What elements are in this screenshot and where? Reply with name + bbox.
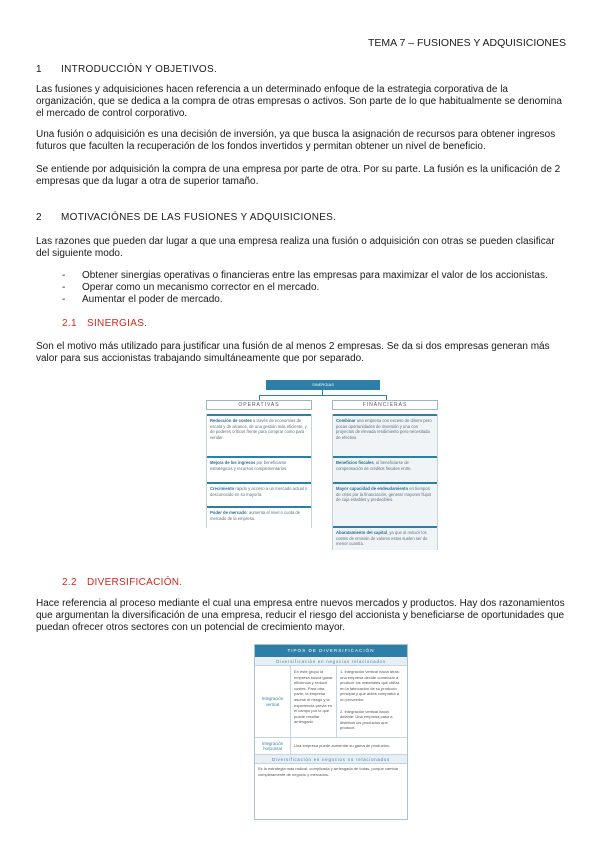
diagram-title: SINERGIAS [266, 380, 380, 390]
table-row [255, 666, 407, 738]
diagram-box: Abaratamiento del capital, ya que al reducir los costes de emisión de valores estos suelen ser de menor cuantía. [333, 526, 437, 550]
diagram-box: Mayor capacidad de endeudamiento en tiempos de crisis por la financiación, generar mayores flujos de caja estables y predecibles. [333, 482, 437, 526]
list-item: - Operar como un mecanismo corrector en el mercado. [62, 282, 548, 294]
bullet-list [62, 270, 548, 307]
diagram-box: Crecimiento rápido y acceso a un mercado actual o desconocido en su mayoría. [207, 482, 311, 506]
paragraph: Una fusión o adquisición es una decisión de inversión, ya que busca la asignación de recursos para obtener ingresos futuros que faculten la recuperación de los fondos invertidos y permitan obtener un nivel de beneficio. [36, 129, 556, 153]
paragraph: Son el motivo más utilizado para justificar una fusión de al menos 2 empresas. Se da si dos empresas generan más valor para sus accionistas trabajando simultáneamente que por separado. [36, 341, 550, 365]
financial-column [332, 414, 438, 550]
section-title: DIVERSIFICACIÓN. [87, 577, 183, 588]
section-heading-1 [36, 64, 217, 76]
table-cell: En este grupo la empresa busca ganar eficiencia y reducir costes. Para otra parte, la empresa asume el riesgo y la experiencia previa en el campo por lo que puede resultar arriesgado. [291, 666, 337, 737]
diversification-table [254, 644, 408, 820]
diagram-box: Combinar una empresa con exceso de dinero pero pocas oportunidades de inversión y una con proyectos de elevada rendimiento pero necesitada de efectivo. [333, 414, 437, 456]
section-number: 1 [36, 64, 42, 75]
diagram-box: Mejora de los ingresos por beneficiarse estratégicas y recursos complementarios. [207, 456, 311, 482]
cell-paragraph: 2. Integración vertical hacia delante: Una empresa pasa a distribuir los productos que produce. [340, 708, 393, 731]
list-item: - Aumentar el poder de mercado. [62, 294, 548, 306]
financial-header: FINANCIERAS [332, 400, 438, 410]
paragraph: Hace referencia al proceso mediante el cual una empresa entre nuevos mercados y productos. Hay dos razonamientos que argumentan la diversificación de una empresa, reducir el riesgo del accionista y beneficiarse de oportunidades que puedan ofrecer otros sectores con un potencial de crecimiento mayor. [36, 598, 565, 634]
table-cell: Es la estrategia más radical, complicada y arriesgada de todas, porque cambia completamente de negocio y mercados. [258, 766, 398, 777]
list-item: - Obtener sinergias operativas o financieras entre las empresas para maximizar el valor de los accionistas. [62, 270, 548, 282]
table-row [255, 738, 407, 755]
operational-column [206, 414, 312, 528]
table-cell [337, 666, 407, 737]
row-label: Integración horizontal [255, 738, 291, 754]
paragraph: Se entiende por adquisición la compra de una empresa por parte de otra. Por su parte. La fusión es la unificación de 2 empresas que da lugar a otra de superior tamaño. [36, 164, 561, 188]
diagram-box: Beneficios fiscales, al beneficiarse de compensación de créditos fiscales entre. [333, 456, 437, 482]
diagram-box: Poder de mercado: aumenta el nivel o cuota de mercado de la empresa. [207, 506, 311, 528]
table-row [255, 764, 407, 780]
synergies-diagram [206, 380, 440, 570]
operational-header: OPERATIVAS [206, 400, 312, 410]
subsection-heading-2-1 [62, 318, 147, 330]
page-header: TEMA 7 – FUSIONES Y ADQUISICIONES [367, 37, 566, 49]
section-number: 2.2 [62, 577, 77, 588]
section-title: MOTIVACIÓNES DE LAS FUSIONES Y ADQUISICIONES. [61, 212, 337, 223]
paragraph: Las razones que pueden dar lugar a que una empresa realiza una fusión o adquisición con otras se pueden clasificar del siguiente modo. [36, 236, 555, 260]
table-cell: Una empresa puede aumentar su gama de productos. [294, 743, 391, 749]
table-title: TIPOS DE DIVERSIFICACIÓN [255, 645, 407, 657]
section-number: 2 [36, 212, 42, 223]
table-subheader: Diversificación en negocios no relacionados [255, 755, 407, 764]
connector-line [259, 395, 387, 396]
diagram-box: Reducción de costes a través de economías de escala y de alcance, de una gestión más eficiente, y de poderes críticos frente para comprar como para vender. [207, 414, 311, 456]
subsection-heading-2-2 [62, 577, 182, 589]
section-number: 2.1 [62, 318, 77, 329]
cell-paragraph: 1. Integración vertical hacia atrás: una empresa decide comenzar a producir los materiales que utiliza en la fabricación de su producto principal y que antes compraba a un proveedor. [340, 669, 400, 702]
section-title: INTRODUCCIÓN Y OBJETIVOS. [61, 64, 218, 75]
section-title: SINERGIAS. [87, 318, 148, 329]
section-heading-2 [36, 212, 336, 224]
paragraph: Las fusiones y adquisiciones hacen referencia a un determinado enfoque de la estrategia corporativa de la organización, que se dedica a la compra de otras empresas o activos. Son parte de lo que habitualmente se denomina el mercado de control corporativo. [36, 84, 562, 120]
table-subheader: Diversificación en negocios relacionados [255, 657, 407, 666]
row-label: Integración vertical [255, 666, 291, 737]
